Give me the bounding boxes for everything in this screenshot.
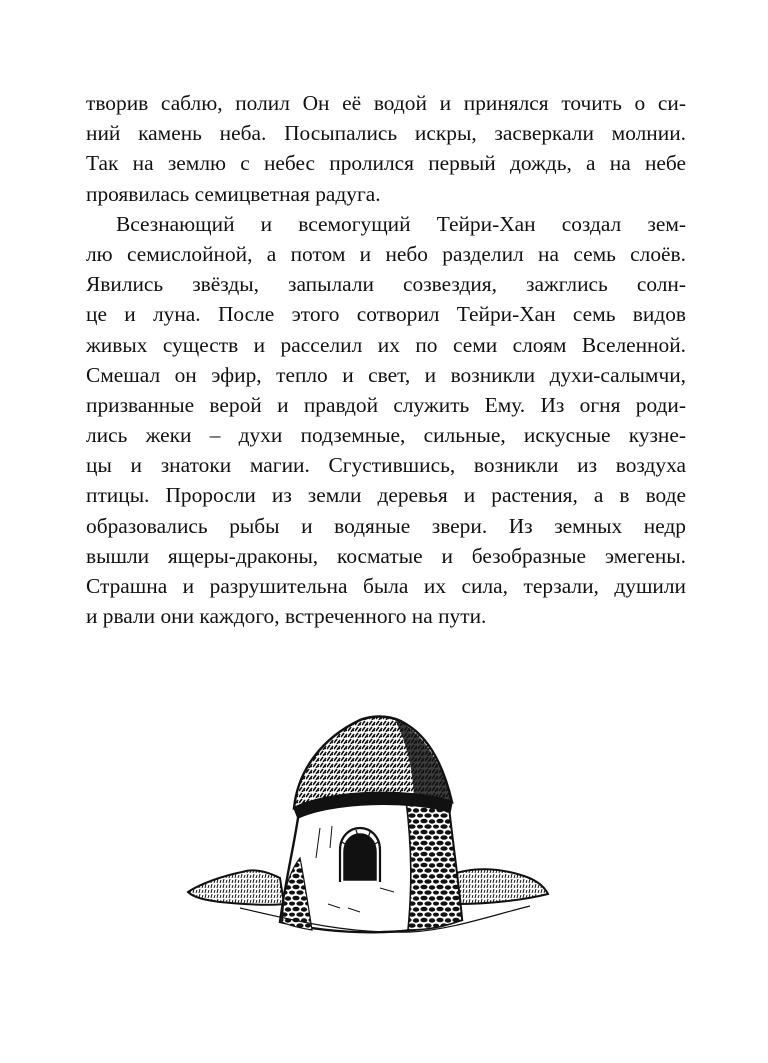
text-line: творив саблю, полил Он её водой и принялся точить о си- [86, 91, 686, 115]
text-line: птицы. Проросли из земли деревья и растения, а в воде [86, 483, 686, 508]
text-line: Явились звёзды, запылали созвездия, зажглись солн- [86, 272, 686, 297]
text-line: и рвали они каждого, встреченного на пути. [86, 604, 487, 629]
text-line: образовались рыбы и водяные звери. Из земных недр [86, 513, 686, 538]
text-line: вышли ящеры-драконы, косматые и безобразные эмегены. [86, 543, 686, 568]
text-line: це и луна. После этого сотворил Тейри-Хан семь видов [86, 302, 686, 327]
text-line: Страшна и разрушительна была их сила, терзали, душили [86, 574, 686, 598]
text-line: Смешал он эфир, тепло и свет, и возникли духи-салымчи, [86, 362, 686, 387]
text-line: Всезнающий и всемогущий Тейри-Хан создал зем- [116, 211, 686, 236]
text-line: Так на землю с небес пролился первый дождь, а на небе [86, 151, 686, 176]
book-text [86, 88, 686, 631]
ground-rocks-right [448, 869, 548, 904]
text-line: призванные верой и правдой служить Ему. Из огня роди- [86, 392, 686, 417]
ground-rocks-left [188, 870, 284, 904]
paragraph-2 [86, 209, 686, 632]
stone-hut-illustration [180, 708, 560, 943]
hut-stonework-right [406, 800, 462, 930]
text-line: лись жеки – духи подземные, сильные, искусные кузне- [86, 423, 686, 448]
text-line: живых существ и расселил их по семи слоям Вселенной. [86, 332, 686, 357]
text-line: проявилась семицветная радуга. [86, 181, 381, 206]
text-line: лю семислойной, а потом и небо разделил на семь слоёв. [86, 241, 686, 266]
paragraph-1 [86, 88, 686, 209]
text-line: цы и знатоки магии. Сгустившись, возникли из воздуха [86, 453, 686, 478]
doorway [344, 834, 376, 880]
text-line: ний камень неба. Посыпались искры, засверкали молнии. [86, 121, 686, 146]
